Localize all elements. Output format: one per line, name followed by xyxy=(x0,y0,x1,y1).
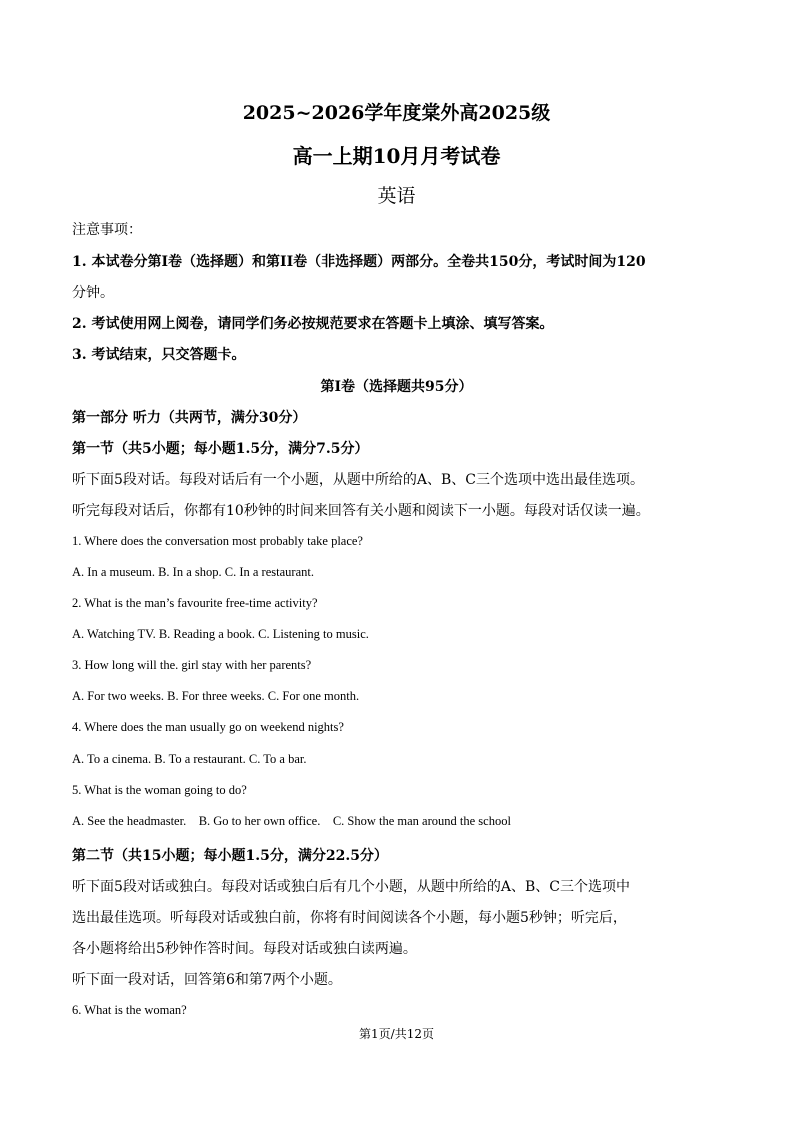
exam-subtitle: 高一上期10月月考试卷 xyxy=(292,144,501,168)
question-2: 2. What is the man’s favourite free-time activity? xyxy=(72,596,318,610)
section2-heading: 第二节（共15小题；每小题1.5分，满分22.5分） xyxy=(72,848,388,864)
exam-title: 2025~2026学年度棠外高2025级 xyxy=(242,102,551,124)
question-5-options: A. See the headmaster. B. Go to her own office. C. Show the man around the school xyxy=(72,814,511,828)
question-3-options: A. For two weeks. B. For three weeks. C. For one month. xyxy=(72,689,360,703)
question-5: 5. What is the woman going to do? xyxy=(72,783,247,797)
section2-instruction-2: 选出最佳选项。听每段对话或独白前，你将有时间阅读各个小题，每小题5秒钟；听完后， xyxy=(72,910,627,926)
question-6: 6. What is the woman? xyxy=(72,1003,187,1017)
question-3: 3. How long will the. girl stay with her parents? xyxy=(72,658,312,672)
section1-instruction-1: 听下面5段对话。每段对话后有一个小题，从题中所给的A、B、C三个选项中选出最佳选项。 xyxy=(72,472,645,488)
notice-item-1: 1. 本试卷分第I卷（选择题）和第II卷（非选择题）两部分。全卷共150分，考试时间为120 xyxy=(72,254,646,270)
section1-instruction-2: 听完每段对话后，你都有10秒钟的时间来回答有关小题和阅读下一小题。每段对话仅读一遍。 xyxy=(72,503,650,519)
notice-item-2: 2. 考试使用网上阅卷，请同学们务必按规范要求在答题卡上填涂、填写答案。 xyxy=(72,316,554,332)
subject-title: 英语 xyxy=(377,185,416,207)
notice-item-3: 3. 考试结束，只交答题卡。 xyxy=(72,347,246,363)
section2-instruction-3: 各小题将给出5秒钟作答时间。每段对话或独白读两遍。 xyxy=(72,941,417,957)
part-heading: 第一部分 听力（共两节，满分30分） xyxy=(72,410,307,426)
notice-item-1-cont: 分钟。 xyxy=(72,285,114,301)
section1-heading: 第一节（共5小题；每小题1.5分，满分7.5分） xyxy=(72,441,369,457)
question-2-options: A. Watching TV. B. Reading a book. C. Listening to music. xyxy=(72,627,369,641)
page-footer: 第1页/共12页 xyxy=(359,1027,434,1041)
volume-heading: 第I卷（选择题共95分） xyxy=(320,379,473,395)
question-4-options: A. To a cinema. B. To a restaurant. C. To a bar. xyxy=(72,752,307,766)
section2-instruction-1: 听下面5段对话或独白。每段对话或独白后有几个小题，从题中所给的A、B、C三个选项中 xyxy=(72,879,631,895)
question-4: 4. Where does the man usually go on weekend nights? xyxy=(72,720,344,734)
question-1: 1. Where does the conversation most probably take place? xyxy=(72,534,363,548)
question-1-options: A. In a museum. B. In a shop. C. In a restaurant. xyxy=(72,565,314,579)
notice-heading: 注意事项： xyxy=(72,222,142,238)
dialogue-intro: 听下面一段对话，回答第6和第7两个小题。 xyxy=(72,972,342,988)
